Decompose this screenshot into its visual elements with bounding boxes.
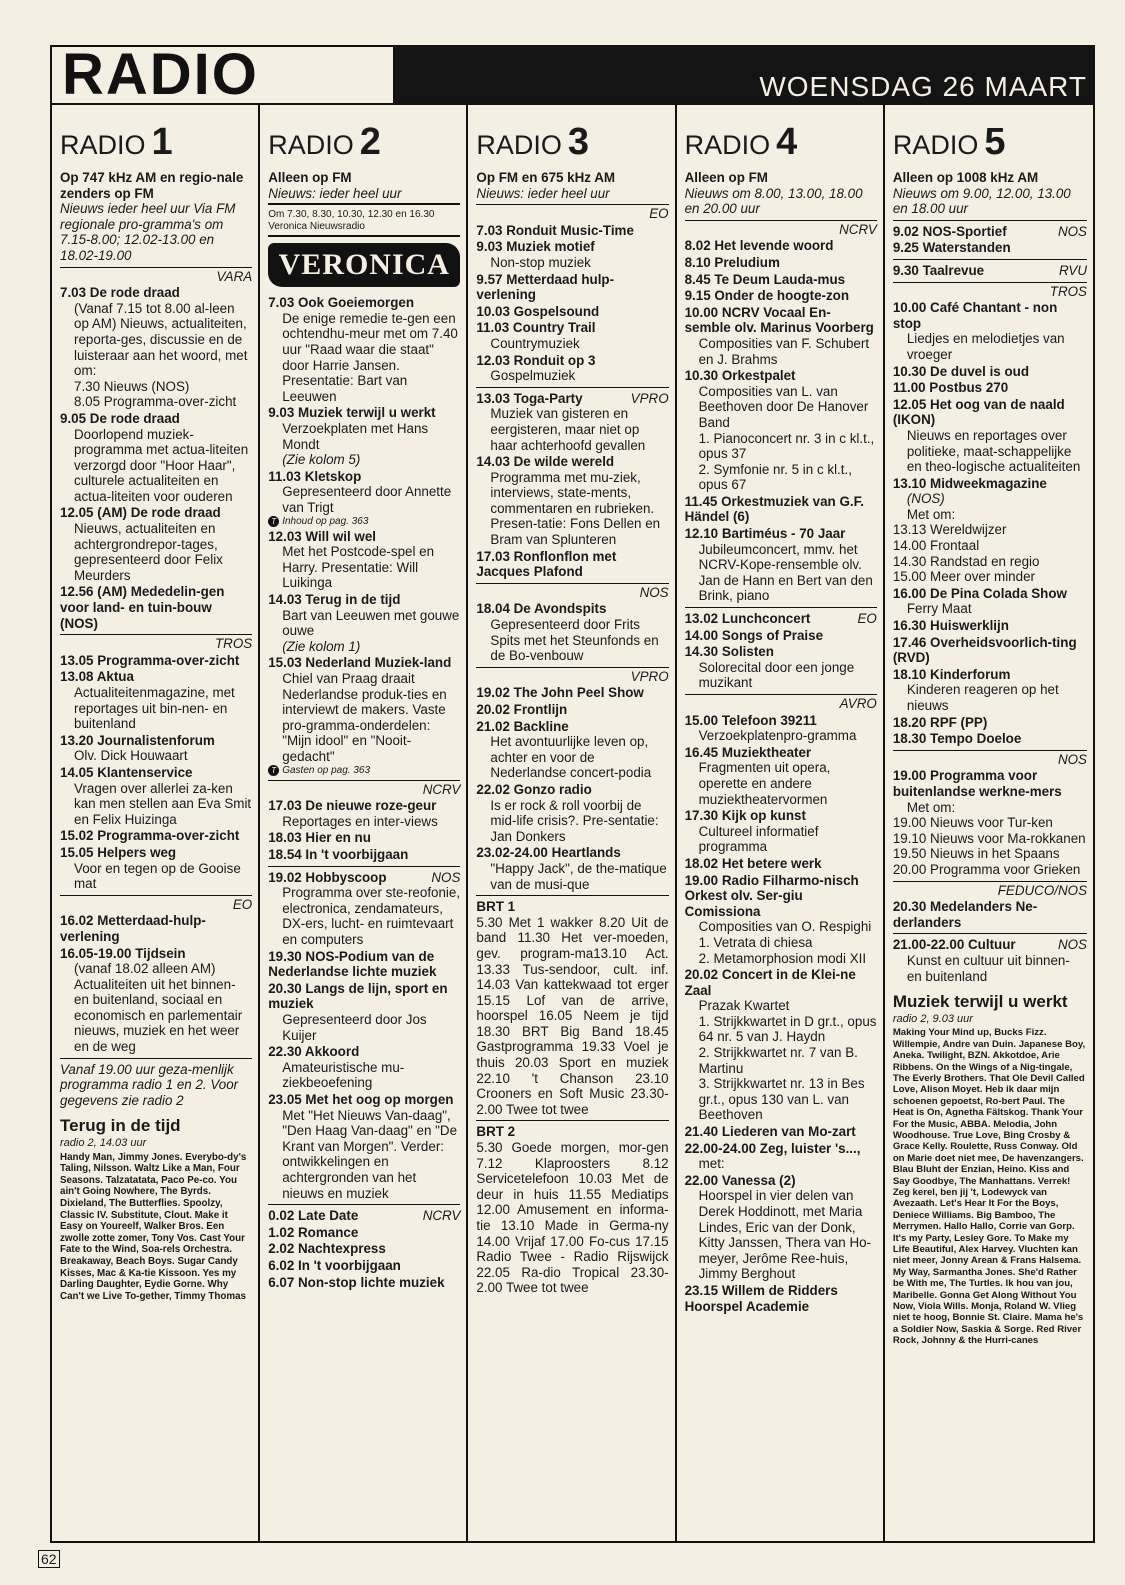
radio-columns <box>50 103 1095 1543</box>
section-logo <box>50 42 395 107</box>
program: 22.00-24.00 Zeg, luister 's..., met: <box>684 1140 861 1172</box>
program: 18.30 Tempo Doeloe <box>892 731 1022 747</box>
veronica-logo: VERONICA <box>268 243 460 287</box>
program: 23.05 Met het oog op morgen Met "Het Nieuws Van-daag", "Den Haag Van-daag" en "De Krant van Morgen". Verder: ontwikkelingen en achtergronden van het nieuws en muziek <box>268 1091 458 1201</box>
program: 14.00 Songs of Praise <box>684 627 824 643</box>
tv-icon: T <box>268 765 279 776</box>
brt2-heading: BRT 2 <box>476 1124 516 1140</box>
program: 21.02 Backline Het avontuurlijke leven op, achter en voor de Nederlandse concert-podia <box>476 718 652 781</box>
station-title: RADIO 1 <box>60 121 173 163</box>
program: 2.02 Nachtexpress <box>268 1241 386 1257</box>
program: 13.05 Programma-over-zicht <box>60 652 240 668</box>
program: 18.54 In 't voorbijgaan <box>268 847 409 863</box>
program: 14.30 Solisten Solorecital door een jonge muzikant <box>684 644 855 691</box>
program: 12.05 Het oog van de naald (IKON) Nieuws en reportages over politieke, maat-schappelijke en theo-logische actualiteiten <box>892 396 1081 475</box>
program: 19.02 The John Peel Show <box>476 685 644 701</box>
program: 19.00 Radio Filharmo-nisch Orkest olv. Ser-giu Comissiona Composities van O. Respighi 1. Vetrata di chiesa 2. Metamorphosion modi XII <box>684 872 872 966</box>
broadcaster: TROS <box>893 282 1087 300</box>
program: 7.03 Ook Goeiemorgen De enige remedie te-gen een ochtendhu-meur met om 7.40 uur "Raad waar die staat" door Harrie Jansen. Presentatie: Bart van Leeuwen <box>268 295 458 404</box>
program: 19.02 Hobbyscoop NOS Programma over ste-reofonie, electronica, zendamateurs, DX-ers, lucht- en ruimtevaart en computers <box>268 869 461 948</box>
program: 15.00 Telefoon 39211 Verzoekplatenpro-gramma <box>684 712 857 744</box>
broadcaster: EO <box>60 895 252 913</box>
program: 12.05 (AM) De rode draad Nieuws, actualiteiten en achtergrondrepor-tages, gepresenteerd door Felix Meurders <box>60 505 223 583</box>
column-radio-3 <box>468 105 676 1541</box>
page-number: 62 <box>38 1550 60 1568</box>
program: 19.00 Programma voor buitenlandse werkne-mers Met om: 19.00 Nieuws voor Tur-ken 19.10 Nieuws voor Ma-rokkanen 19.50 Nieuws in het Spaans 20.00 Programma voor Grieken <box>892 768 1086 877</box>
program: 17.30 Kijk op kunst Cultureel informatief programma <box>684 808 819 855</box>
program: 20.30 Langs de lijn, sport en muziek Gepresenteerd door Jos Kuijer <box>268 980 448 1043</box>
program: 18.03 Hier en nu <box>268 830 371 846</box>
program: 15.02 Programma-over-zicht <box>60 828 240 844</box>
program: 17.03 De nieuwe roze-geur Reportages en inter-views <box>268 798 438 829</box>
column-radio-1 <box>52 105 260 1541</box>
news-info: Nieuws om 8.00, 13.00, 18.00 en 20.00 uur <box>684 185 863 217</box>
program: 18.10 Kinderforum Kinderen reageren op het nieuws <box>892 666 1059 713</box>
broadcaster: TROS <box>60 634 252 652</box>
column-radio-5 <box>885 105 1093 1541</box>
program: 22.02 Gonzo radio Is er rock & roll voorbij de mid-life crisis?. Pre-sentatie: Jan Donkers <box>476 781 659 844</box>
program: 20.02 Concert in de Klei-ne Zaal Prazak Kwartet 1. Strijkkwartet in D gr.t., opus 64 nr. 5 van J. Haydn 2. Strijkkwartet nr. 7 van B. Martinu 3. Strijkkwartet nr. 13 in Bes gr.t., opus 130 van L. van Beethoven <box>684 967 877 1123</box>
station-title: RADIO 3 <box>476 121 590 163</box>
sidebar-subtitle: radio 2, 9.03 uur <box>892 1012 973 1025</box>
broadcaster: NCRV <box>685 220 877 238</box>
sidebar-text: Making Your Mind up, Bucks Fizz. Willempie, Andre van Duin. Japanese Boy, Aneka. Twilight, BZN. Akkotdoe, Arie Ribbens. On the Wings of a Nig-tingale, The Everly Brothers. That Ole Devil Called Love, Alison Moyet. Heb ik daar mijn schoenen gepoetst, Ro-bert Paul. The Heat is On, Agnetha Fältskog. Thank Your For the Music, ABBA. Melodia, John Woodhouse. True Love, Bing Crosby & Grace Kelly. Roulette, Russ Conway. Old on Marie doet niet mee, De havenzangers. Blau Bluht der Enzian, Heino. Kiss and Say Goodbye, The Manhattans. Verrek! Zeg kerel, ben jij 't, Lodewyck van Avezaath. Let's Hear It For the Boys, Deniece Williams. Big Bamboo, The Merrymen. Hallo Hallo, Corrie van Gorp. It's my Party, Lesley Gore. To Make my Life Beautiful, Alex Harvey. Vluchten kan niet meer, Jonny Arean & Frans Halsema. My Way, Sarmantha Jones. She'd Rather be With me, The Turtles. Ik hou van jou, Maribelle. Gonna Get Along Without You Now, Viola Wills. Monja, Roland W. Vlieg niet te hoog, Bonnie St. Claire. Mama he's a Soldier Now, Saskia & Sorge. Red River Rock, Johnny & the Hurri-canes <box>892 1027 1086 1347</box>
program: 7.03 Ronduit Music-Time <box>476 222 634 238</box>
column-radio-2 <box>260 105 468 1541</box>
program: 14.03 De wilde wereld Programma met mu-ziek, interviews, state-ments, commentaren en rubrieken. Presen-tatie: Fons Dellen en Bram van Splunteren <box>476 454 661 548</box>
program: 11.03 Country Trail Countrymuziek <box>476 320 596 351</box>
program: 12.03 Ronduit op 3 Gospelmuziek <box>476 352 596 384</box>
program: 23.15 Willem de Ridders Hoorspel Academie <box>684 1282 838 1314</box>
program: 20.02 Frontlijn <box>476 702 568 717</box>
program: 16.05-19.00 Tijdsein (vanaf 18.02 alleen AM) Actualiteiten uit het binnen- en buitenland, sociaal en economisch en parlementair nieuws, muziek en het weer en de weg <box>60 945 243 1055</box>
program: 12.56 (AM) Mededelin-gen voor land- en tuin-bouw (NOS) <box>60 584 225 631</box>
broadcaster: NOS <box>476 583 668 601</box>
frequency: Alleen op 1008 kHz AM <box>892 170 1039 185</box>
frequency: Op FM en 675 kHz AM <box>476 170 616 185</box>
program: 18.02 Het betere werk <box>684 855 822 871</box>
program: 22.00 Vanessa (2) Hoorspel in vier delen van Derek Hoddinott, met Maria Lindes, Eric van der Donk, Kitty Janssen, Thera van Ho-meyer, Jerôme Ree-huis, Jimmy Berghout <box>684 1172 872 1282</box>
program: 8.45 Te Deum Lauda-mus <box>684 271 846 287</box>
program: 9.57 Metterdaad hulp-verlening <box>476 271 615 303</box>
section-title: RADIO <box>62 42 259 107</box>
page-header <box>50 42 1095 107</box>
program: 13.20 Journalistenforum Olv. Dick Houwaart <box>60 732 215 764</box>
sidebar-subtitle: radio 2, 14.03 uur <box>60 1137 147 1150</box>
station-title: RADIO 4 <box>684 121 798 163</box>
program: 10.30 Orkestpalet Composities van L. van Beethoven door De Hanover Band 1. Pianoconcert nr. 3 in c kl.t., opus 37 2. Symfonie nr. 5 in c kl.t., opus 67 <box>684 368 875 493</box>
frequency: Alleen op FM <box>268 170 352 185</box>
program: 9.02 NOS-Sportief NOS <box>892 223 1087 239</box>
sidebar-terug <box>60 1118 252 1302</box>
note: Vanaf 19.00 uur geza-menlijk programma radio 1 en 2. Voor gegevens zie radio 2 <box>60 1061 239 1108</box>
program: 8.10 Preludium <box>684 254 780 270</box>
program: 14.03 Terug in de tijd Bart van Leeuwen met gouwe ouwe (Zie kolom 1) <box>268 592 460 654</box>
program: 13.03 Toga-Party VPRO Muziek van gisteren en eergisteren, maar niet op haar achterhoofd gevallen <box>476 390 669 453</box>
frequency: Alleen op FM <box>684 170 768 185</box>
program: 7.03 De rode draad (Vanaf 7.15 tot 8.00 al-leen op AM) Nieuws, actualiteiten, reporta-ges, discussie en de luisteraar aan het woord, met om: 7.30 Nieuws (NOS) 8.05 Programma-over-zicht <box>60 285 248 410</box>
broadcaster: AVRO <box>685 694 877 712</box>
program: 18.04 De Avondspits Gepresenteerd door Frits Spits met het Steunfonds en de Bo-venbouw <box>476 601 659 664</box>
program: 1.02 Romance <box>268 1224 359 1240</box>
program: 19.30 NOS-Podium van de Nederlandse lichte muziek <box>268 948 437 980</box>
tv-icon: T <box>268 516 279 527</box>
program: 17.03 Ronflonflon met Jacques Plafond <box>476 548 617 580</box>
program: 9.25 Waterstanden <box>892 240 1011 256</box>
program: 6.02 In 't voorbijgaan <box>268 1257 401 1273</box>
broadcaster: VARA <box>60 267 252 285</box>
news-info: Nieuws: ieder heel uur <box>268 186 460 206</box>
program: 16.02 Metterdaad-hulp-verlening <box>60 913 206 944</box>
sidebar-title: Muziek terwijl u werkt <box>892 992 1068 1012</box>
sidebar-text: Handy Man, Jimmy Jones. Everybo-dy's Taling, Nilsson. Waltz Like a Man, Four Seasons. Talzatatata, Paco Pe-co. You ain't Going Nowhere, The Byrds. Dixieland, The Butterflies. Spoolzy, Classic IV. Substitute, Clout. Make it Easy on Youreelf, Walker Bros. Een zwolle zotte zomer, Tony Vos. Cast Your Fate to the Wind, Soa-rels Orchestra. Breakaway, Beach Boys. Sugar Candy Kisses, Mac & Ka-tie Kissoon. Yes my Darling Daughter, Eydie Gorne. Why Can't we Live To-gether, Timmy Thomas <box>60 1151 247 1302</box>
program: 11.45 Orkestmuziek van G.F. Händel (6) <box>684 493 864 525</box>
program: 17.46 Overheidsvoorlich-ting (RVD) <box>892 634 1077 666</box>
header-date: WOENSDAG 26 MAART <box>759 71 1087 102</box>
broadcaster: EO <box>476 204 668 222</box>
program: 12.10 Bartiméus - 70 Jaar Jubileumconcert, mmv. het NCRV-Kope-rensemble olv. Jan de Hann en Bert van den Brink, piano <box>684 526 873 604</box>
program: 9.05 De rode draad Doorlopend muziek-programma met actua-liteiten verzorgd door "Hoor Haar", culturele actualiteiten en actua-liteiten voor ouderen <box>60 410 249 504</box>
program: 21.40 Liederen van Mo-zart <box>684 1124 856 1140</box>
program: 10.00 NCRV Vocaal En-semble olv. Marinus Voorberg Composities van F. Schubert en J. Brahms <box>684 304 874 367</box>
news-info: Nieuws om 9.00, 12.00, 13.00 en 18.00 uur <box>892 185 1071 217</box>
program: 0.02 Late Date NCRV <box>268 1208 461 1224</box>
program: 9.03 Muziek terwijl u werkt Verzoekplaten met Hans Mondt (Zie kolom 5) <box>268 405 436 468</box>
news-info: Nieuws: ieder heel uur <box>476 185 610 201</box>
program: 15.05 Helpers weg Voor en tegen op de Gooise mat <box>60 844 241 892</box>
program: 15.03 Nederland Muziek-land Chiel van Praag draait Nederlandse produk-ties en interviewt de makers. Vaste pro-gramma-onderdelen: "Mijn idool" en "Nooit-gedacht" T Gasten op pag. 363 <box>268 655 452 776</box>
station-title: RADIO 2 <box>268 121 381 163</box>
program: 23.02-24.00 Heartlands "Happy Jack", de the-matique van de musi-que <box>476 845 667 892</box>
program: 18.20 RPF (PP) <box>892 714 988 730</box>
program: 22.30 Akkoord Amateuristische mu-ziekbeoefening <box>268 1044 405 1091</box>
sidebar-title: Terug in de tijd <box>60 1116 181 1136</box>
program: 9.30 Taalrevue RVU <box>892 262 1087 278</box>
program: 11.00 Postbus 270 <box>892 380 1009 396</box>
program: 9.03 Muziek motief Non-stop muziek <box>476 239 595 270</box>
column-radio-4 <box>677 105 885 1541</box>
frequency: Op 747 kHz AM en regio-nale zenders op FM <box>60 170 244 201</box>
program: 8.02 Het levende woord <box>684 238 834 254</box>
broadcaster: NCRV <box>268 780 460 798</box>
program: 13.10 Midweekmagazine (NOS) Met om: 13.13 Wereldwijzer 14.00 Frontaal 14.30 Randstad en regio 15.00 Meer over minder <box>892 475 1047 585</box>
program: 14.05 Klantenservice Vragen over allerlei za-ken kan men stellen aan Eva Smit en Felix Huizinga <box>60 764 252 827</box>
program: 10.03 Gospelsound <box>476 303 600 319</box>
brt1-schedule: 5.30 Met 1 wakker 8.20 Uit de band 11.30 Het ver-moeden, gev. program-ma13.10 Act. 13.33 Tus-sendoor, cult. inf. 14.03 Van kattekwaad tot erger 15.15 Lof van de arrive, hoorspel 16.05 Neem je tijd 18.30 BRT Big Band 18.45 Gastprogramma 19.33 Voel je thuis 20.03 Sport en muziek 22.10 't Chanson 23.10 Crooners en Soft Music 23.30-2.00 Twee tot twee <box>476 914 669 1117</box>
program: 10.00 Café Chantant - non stop Liedjes en melodietjes van vroeger <box>892 300 1065 362</box>
program: 12.03 Will wil wel Met het Postcode-spel en Harry. Presentatie: Will Luikinga <box>268 528 435 591</box>
news-info-2: Om 7.30, 8.30, 10.30, 12.30 en 16.30 Veronica Nieuwsradio <box>268 209 460 237</box>
broadcaster: FEDUCO/NOS <box>893 881 1087 899</box>
brt1-heading: BRT 1 <box>476 899 516 915</box>
broadcaster: NOS <box>893 750 1087 768</box>
program: 10.30 De duvel is oud <box>892 363 1030 379</box>
program: 9.15 Onder de hoogte-zon <box>684 288 850 304</box>
station-title: RADIO 5 <box>892 121 1006 163</box>
news-info: Nieuws ieder heel uur Via FM regionale pro-gramma's om 7.15-8.00; 12.02-13.00 en 18.02-19.00 <box>60 201 236 263</box>
sidebar-muziek <box>893 994 1087 1347</box>
program: 6.07 Non-stop lichte muziek <box>268 1274 445 1290</box>
program: 20.30 Medelanders Ne-derlanders <box>892 899 1038 930</box>
program: 11.03 Kletskop Gepresenteerd door Annette van Trigt T Inhoud op pag. 363 <box>268 468 452 527</box>
program: 16.30 Huiswerklijn <box>892 618 1009 634</box>
program: 13.02 Lunchconcert EO <box>684 611 877 627</box>
program: 16.00 De Pina Colada Show Ferry Maat <box>892 585 1067 617</box>
broadcaster: VPRO <box>476 667 668 685</box>
program: 13.08 Aktua Actualiteitenmagazine, met reportages uit bin-nen- en buitenland <box>60 669 235 732</box>
brt2-schedule: 5.30 Goede morgen, mor-gen 7.12 Klaproosters 8.12 Servicetelefoon 10.03 Met de deur in huis 11.55 Mediatips 12.00 Amusement en informa-tie 13.10 Made in Germa-ny 14.00 Vrijaf 17.00 Fo-cus 17.15 Radio Twee - Radio Rijswijck 22.05 Ra-dio Tropical 23.30-2.00 Twee tot twee <box>476 1140 669 1296</box>
header-bar <box>395 45 1095 103</box>
program: 21.00-22.00 Cultuur NOS Kunst en cultuur uit binnen- en buitenland <box>892 937 1087 984</box>
program: 16.45 Muziektheater Fragmenten uit opera, operette en andere muziektheatervormen <box>684 744 831 807</box>
